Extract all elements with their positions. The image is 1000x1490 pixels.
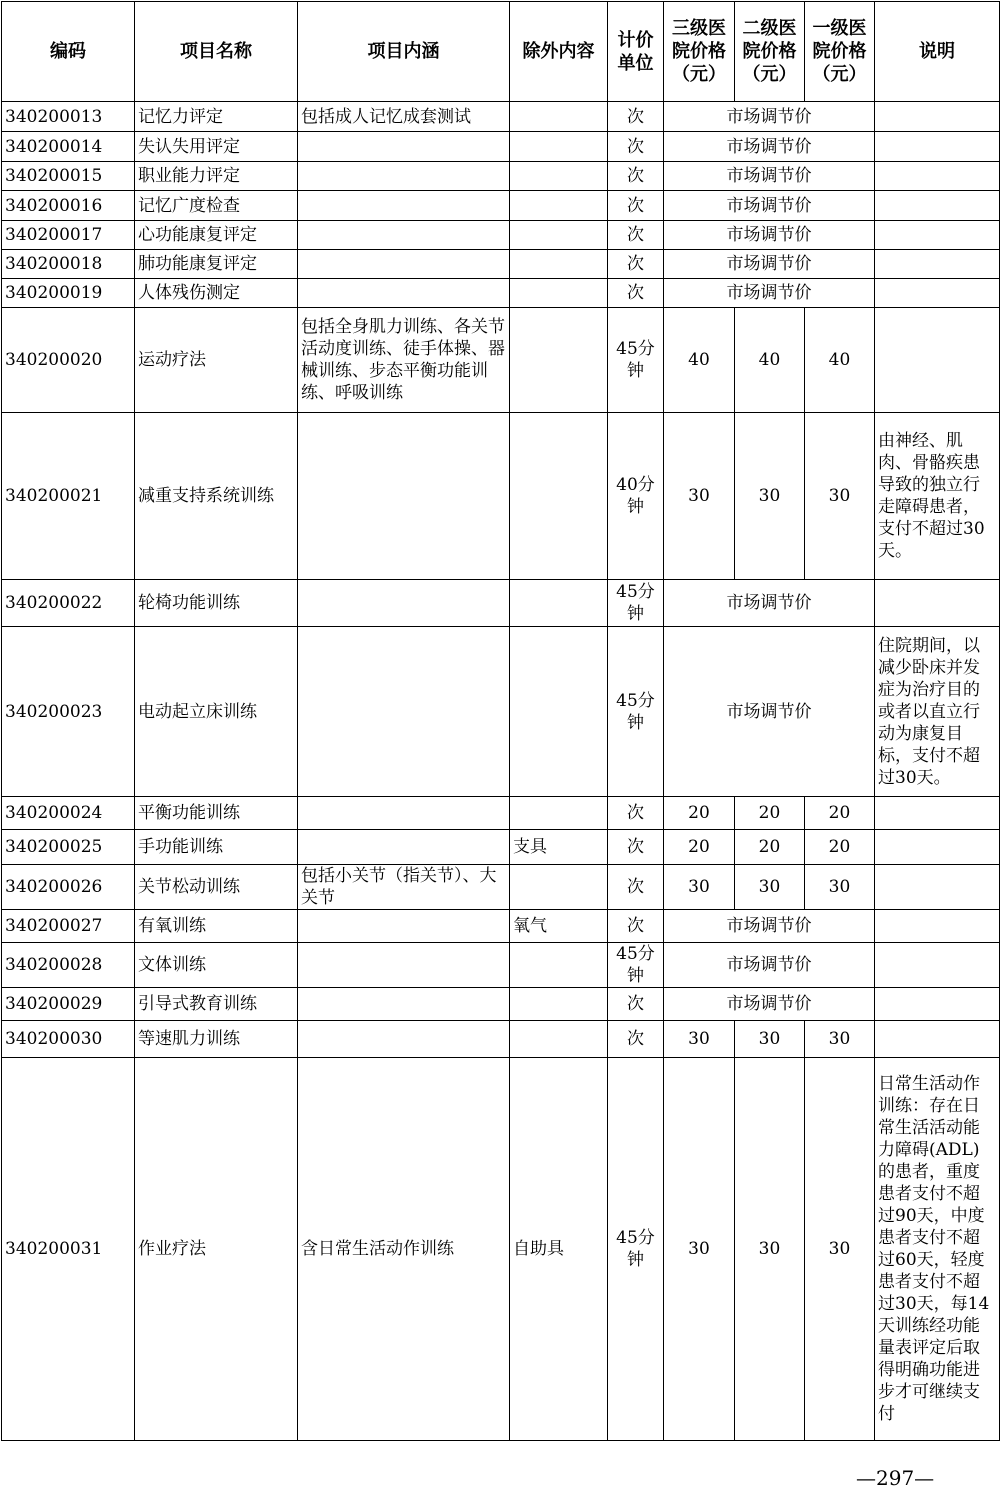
level3-price: 30 [664, 1021, 735, 1058]
item-content [298, 627, 510, 797]
item-content [298, 279, 510, 308]
item-note [875, 580, 1000, 627]
item-name: 有氧训练 [135, 910, 298, 943]
item-exclusion [510, 865, 608, 910]
item-unit: 次 [608, 162, 664, 191]
item-exclusion [510, 221, 608, 250]
header-name: 项目名称 [135, 2, 298, 102]
table-row [2, 910, 1000, 943]
table-row [2, 797, 1000, 830]
item-note [875, 910, 1000, 943]
market-price: 市场调节价 [664, 910, 875, 943]
item-name: 等速肌力训练 [135, 1021, 298, 1058]
market-price: 市场调节价 [664, 102, 875, 132]
item-content [298, 797, 510, 830]
market-price: 市场调节价 [664, 943, 875, 988]
level1-price: 30 [805, 1021, 875, 1058]
item-code: 340200031 [2, 1058, 135, 1441]
market-price: 市场调节价 [664, 580, 875, 627]
item-exclusion: 氧气 [510, 910, 608, 943]
table-row [2, 221, 1000, 250]
item-name: 记忆力评定 [135, 102, 298, 132]
header-level1-price: 一级医院价格（元） [805, 2, 875, 102]
item-code: 340200030 [2, 1021, 135, 1058]
level2-price: 20 [735, 830, 805, 865]
table-row [2, 988, 1000, 1021]
header-row [2, 2, 1000, 102]
fee-table [1, 1, 1000, 1441]
item-content [298, 943, 510, 988]
level1-price: 30 [805, 1058, 875, 1441]
item-exclusion [510, 988, 608, 1021]
item-exclusion [510, 102, 608, 132]
table-row [2, 580, 1000, 627]
level2-price: 30 [735, 413, 805, 580]
item-unit: 40分钟 [608, 413, 664, 580]
item-note [875, 250, 1000, 279]
level2-price: 20 [735, 797, 805, 830]
item-name: 减重支持系统训练 [135, 413, 298, 580]
market-price: 市场调节价 [664, 132, 875, 162]
item-note: 由神经、肌肉、骨骼疾患导致的独立行走障碍患者，支付不超过30天。 [875, 413, 1000, 580]
level3-price: 30 [664, 1058, 735, 1441]
item-unit: 次 [608, 910, 664, 943]
item-content [298, 162, 510, 191]
item-name: 心功能康复评定 [135, 221, 298, 250]
item-unit: 45分钟 [608, 627, 664, 797]
level3-price: 30 [664, 413, 735, 580]
table-row [2, 1058, 1000, 1441]
item-note [875, 221, 1000, 250]
item-name: 失认失用评定 [135, 132, 298, 162]
item-exclusion [510, 132, 608, 162]
item-unit: 次 [608, 797, 664, 830]
header-exclusion: 除外内容 [510, 2, 608, 102]
item-note [875, 279, 1000, 308]
item-note [875, 1021, 1000, 1058]
item-unit: 45分钟 [608, 308, 664, 413]
item-content: 包括全身肌力训练、各关节活动度训练、徒手体操、器械训练、步态平衡功能训练、呼吸训练 [298, 308, 510, 413]
item-code: 340200024 [2, 797, 135, 830]
item-code: 340200023 [2, 627, 135, 797]
item-name: 引导式教育训练 [135, 988, 298, 1021]
item-exclusion: 支具 [510, 830, 608, 865]
item-note: 日常生活动作训练：存在日常生活活动能力障碍(ADL)的患者，重度患者支付不超过90天，中度患者支付不超 过60天，轻度患者支付不超过30天，每14天训练经功能量表评定后取得明确功能进步才可继续支付 [875, 1058, 1000, 1441]
item-unit: 45分钟 [608, 580, 664, 627]
market-price: 市场调节价 [664, 191, 875, 221]
item-unit: 次 [608, 830, 664, 865]
level1-price: 20 [805, 830, 875, 865]
item-code: 340200022 [2, 580, 135, 627]
item-code: 340200013 [2, 102, 135, 132]
level2-price: 30 [735, 1021, 805, 1058]
item-content: 含日常生活动作训练 [298, 1058, 510, 1441]
item-exclusion [510, 797, 608, 830]
header-unit: 计价单位 [608, 2, 664, 102]
item-code: 340200019 [2, 279, 135, 308]
item-code: 340200016 [2, 191, 135, 221]
item-note [875, 988, 1000, 1021]
item-unit: 45分钟 [608, 1058, 664, 1441]
table-row [2, 308, 1000, 413]
item-exclusion [510, 580, 608, 627]
item-unit: 次 [608, 132, 664, 162]
item-code: 340200017 [2, 221, 135, 250]
item-name: 轮椅功能训练 [135, 580, 298, 627]
table-row [2, 943, 1000, 988]
item-content [298, 250, 510, 279]
item-note [875, 865, 1000, 910]
item-exclusion [510, 279, 608, 308]
item-name: 手功能训练 [135, 830, 298, 865]
table-row [2, 279, 1000, 308]
item-note: 住院期间，以减少卧床并发症为治疗目的或者以直立行动为康复目标，支付不超过30天。 [875, 627, 1000, 797]
page-number: —297— [856, 1466, 935, 1490]
item-content [298, 132, 510, 162]
item-note [875, 830, 1000, 865]
table-row [2, 627, 1000, 797]
item-name: 肺功能康复评定 [135, 250, 298, 279]
item-code: 340200027 [2, 910, 135, 943]
item-exclusion [510, 1021, 608, 1058]
item-unit: 45分钟 [608, 943, 664, 988]
item-unit: 次 [608, 865, 664, 910]
header-content: 项目内涵 [298, 2, 510, 102]
item-name: 关节松动训练 [135, 865, 298, 910]
market-price: 市场调节价 [664, 988, 875, 1021]
item-note [875, 102, 1000, 132]
item-note [875, 191, 1000, 221]
header-level3-price: 三级医院价格（元） [664, 2, 735, 102]
item-code: 340200028 [2, 943, 135, 988]
item-content [298, 191, 510, 221]
item-note [875, 797, 1000, 830]
item-exclusion: 自助具 [510, 1058, 608, 1441]
table-row [2, 250, 1000, 279]
level1-price: 30 [805, 413, 875, 580]
market-price: 市场调节价 [664, 221, 875, 250]
header-note: 说明 [875, 2, 1000, 102]
level1-price: 20 [805, 797, 875, 830]
item-content [298, 413, 510, 580]
item-name: 职业能力评定 [135, 162, 298, 191]
item-content [298, 988, 510, 1021]
table-row [2, 102, 1000, 132]
item-exclusion [510, 943, 608, 988]
item-note [875, 308, 1000, 413]
level3-price: 20 [664, 830, 735, 865]
table-row [2, 413, 1000, 580]
market-price: 市场调节价 [664, 279, 875, 308]
item-content [298, 1021, 510, 1058]
item-unit: 次 [608, 102, 664, 132]
table-row [2, 162, 1000, 191]
item-exclusion [510, 308, 608, 413]
item-exclusion [510, 413, 608, 580]
level1-price: 40 [805, 308, 875, 413]
item-note [875, 943, 1000, 988]
item-content: 包括小关节（指关节）、大关节 [298, 865, 510, 910]
level2-price: 30 [735, 1058, 805, 1441]
market-price: 市场调节价 [664, 162, 875, 191]
item-code: 340200026 [2, 865, 135, 910]
item-content [298, 910, 510, 943]
item-exclusion [510, 627, 608, 797]
item-name: 电动起立床训练 [135, 627, 298, 797]
item-name: 人体残伤测定 [135, 279, 298, 308]
item-name: 作业疗法 [135, 1058, 298, 1441]
item-code: 340200029 [2, 988, 135, 1021]
item-name: 运动疗法 [135, 308, 298, 413]
table-row [2, 865, 1000, 910]
item-content: 包括成人记忆成套测试 [298, 102, 510, 132]
table-row [2, 132, 1000, 162]
item-name: 文体训练 [135, 943, 298, 988]
level3-price: 30 [664, 865, 735, 910]
item-name: 平衡功能训练 [135, 797, 298, 830]
item-content [298, 830, 510, 865]
table-row [2, 1021, 1000, 1058]
item-code: 340200018 [2, 250, 135, 279]
level3-price: 20 [664, 797, 735, 830]
header-level2-price: 二级医院价格（元） [735, 2, 805, 102]
item-content [298, 580, 510, 627]
table-body [2, 102, 1000, 1441]
item-unit: 次 [608, 1021, 664, 1058]
item-exclusion [510, 250, 608, 279]
level2-price: 30 [735, 865, 805, 910]
header-code: 编码 [2, 2, 135, 102]
level3-price: 40 [664, 308, 735, 413]
market-price: 市场调节价 [664, 627, 875, 797]
item-code: 340200014 [2, 132, 135, 162]
item-note [875, 132, 1000, 162]
item-unit: 次 [608, 250, 664, 279]
item-unit: 次 [608, 221, 664, 250]
item-exclusion [510, 162, 608, 191]
market-price: 市场调节价 [664, 250, 875, 279]
item-unit: 次 [608, 191, 664, 221]
item-exclusion [510, 191, 608, 221]
item-code: 340200025 [2, 830, 135, 865]
level1-price: 30 [805, 865, 875, 910]
level2-price: 40 [735, 308, 805, 413]
item-note [875, 162, 1000, 191]
item-unit: 次 [608, 279, 664, 308]
item-code: 340200015 [2, 162, 135, 191]
table-row [2, 830, 1000, 865]
table-row [2, 191, 1000, 221]
item-code: 340200021 [2, 413, 135, 580]
item-content [298, 221, 510, 250]
item-code: 340200020 [2, 308, 135, 413]
item-name: 记忆广度检查 [135, 191, 298, 221]
item-unit: 次 [608, 988, 664, 1021]
